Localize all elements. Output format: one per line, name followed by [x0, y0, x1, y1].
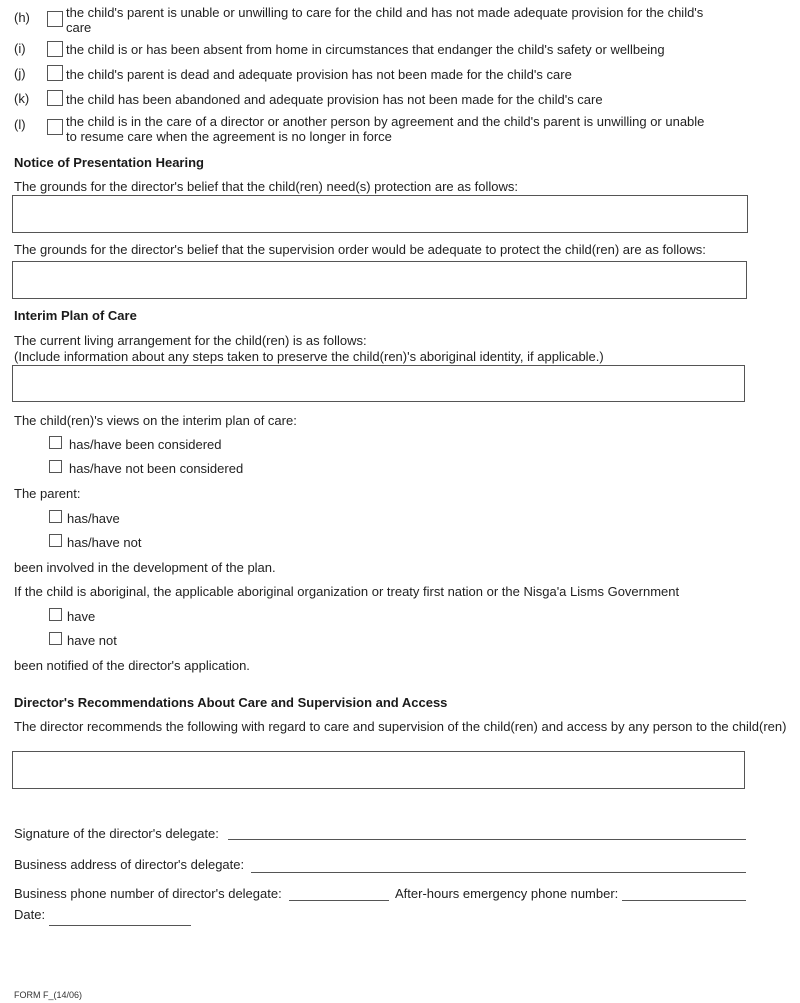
item-text-h: the child's parent is unable or unwilling to care for the child and has not made adequate provision for the child's: [66, 5, 704, 20]
phone-line[interactable]: [289, 900, 389, 901]
checkbox-parent-has-not[interactable]: [49, 534, 62, 547]
checkbox-h[interactable]: [47, 11, 63, 27]
protection-label: The grounds for the director's belief that the child(ren) need(s) protection are as follows:: [14, 179, 518, 194]
item-letter-i: (i): [14, 41, 26, 56]
parent-option-has-not: has/have not: [67, 535, 142, 550]
item-letter-j: (j): [14, 66, 26, 81]
item-letter-h: (h): [14, 10, 30, 25]
signature-line[interactable]: [228, 839, 746, 840]
recommendations-heading: Director's Recommendations About Care and Supervision and Access: [14, 695, 448, 710]
views-label: The child(ren)'s views on the interim plan of care:: [14, 413, 297, 428]
checkbox-i[interactable]: [47, 41, 63, 57]
signature-label: Signature of the director's delegate:: [14, 826, 219, 841]
address-line[interactable]: [251, 872, 746, 873]
item-letter-k: (k): [14, 91, 30, 106]
checkbox-j[interactable]: [47, 65, 63, 81]
views-option-considered: has/have been considered: [69, 437, 222, 452]
notice-heading: Notice of Presentation Hearing: [14, 155, 204, 170]
parent-suffix: been involved in the development of the plan.: [14, 560, 276, 575]
parent-label: The parent:: [14, 486, 81, 501]
address-label: Business address of director's delegate:: [14, 857, 245, 872]
after-hours-label: After-hours emergency phone number:: [395, 886, 619, 901]
checkbox-k[interactable]: [47, 90, 63, 106]
checkbox-l[interactable]: [47, 119, 63, 135]
form-code: FORM F_(14/06): [14, 990, 83, 1000]
item-text-l-line2: to resume care when the agreement is no longer in force: [66, 129, 392, 144]
parent-option-has: has/have: [67, 511, 120, 526]
checkbox-parent-has[interactable]: [49, 510, 62, 523]
checkbox-views-not-considered[interactable]: [49, 460, 62, 473]
item-letter-l: (l): [14, 117, 26, 132]
item-text-l: the child is in the care of a director or another person by agreement and the child's parent is unwilling or unable: [66, 114, 705, 129]
supervision-grounds-field[interactable]: [12, 261, 747, 299]
recommendations-field[interactable]: [12, 751, 745, 789]
item-text-k: the child has been abandoned and adequate provision has not been made for the child's care: [66, 92, 603, 107]
protection-grounds-field[interactable]: [12, 195, 748, 233]
living-label: The current living arrangement for the child(ren) is as follows:: [14, 333, 367, 348]
date-label: Date:: [14, 907, 46, 922]
living-arrangement-field[interactable]: [12, 365, 745, 402]
date-line[interactable]: [49, 925, 191, 926]
aboriginal-label: If the child is aboriginal, the applicable aboriginal organization or treaty first nation or the Nisga'a Lisms Government: [14, 584, 680, 599]
phone-label: Business phone number of director's delegate:: [14, 886, 282, 901]
checkbox-views-considered[interactable]: [49, 436, 62, 449]
checkbox-aboriginal-have[interactable]: [49, 608, 62, 621]
item-text-h-line2: care: [66, 20, 92, 35]
interim-heading: Interim Plan of Care: [14, 308, 137, 323]
checkbox-aboriginal-have-not[interactable]: [49, 632, 62, 645]
after-hours-line[interactable]: [622, 900, 746, 901]
item-text-i: the child is or has been absent from home in circumstances that endanger the child's safety or wellbeing: [66, 42, 665, 57]
aboriginal-suffix: been notified of the director's application.: [14, 658, 250, 673]
living-sublabel: (Include information about any steps taken to preserve the child(ren)'s aboriginal identity, if applicable.): [14, 349, 604, 364]
recommendations-label: The director recommends the following with regard to care and supervision of the child(ren) and access by any person to the child(ren): [14, 719, 787, 734]
aboriginal-option-have-not: have not: [67, 633, 117, 648]
item-text-j: the child's parent is dead and adequate provision has not been made for the child's care: [66, 67, 572, 82]
aboriginal-option-have: have: [67, 609, 96, 624]
views-option-not-considered: has/have not been considered: [69, 461, 244, 476]
supervision-label: The grounds for the director's belief that the supervision order would be adequate to protect the child(ren) are as follows:: [14, 242, 706, 257]
